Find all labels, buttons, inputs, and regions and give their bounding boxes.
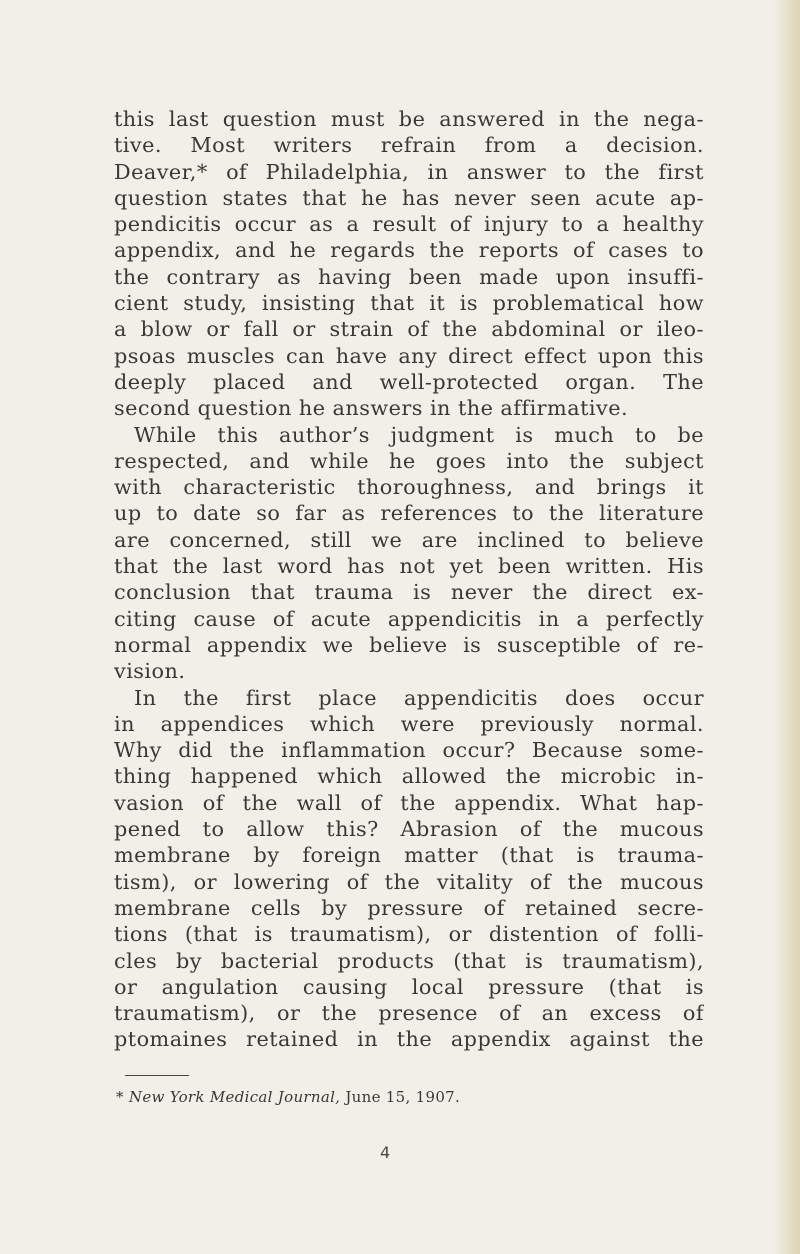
- text-line: psoas muscles can have any direct effect upon this: [114, 343, 704, 368]
- text-line: this last question must be answered in the nega-: [114, 107, 704, 131]
- text-line: that the last word has not yet been written. His: [114, 554, 704, 579]
- text-line: in appendices which were previously normal.: [114, 711, 704, 736]
- text-line: tive. Most writers refrain from a decision.: [114, 133, 704, 158]
- text-line: second question he answers in the affirmative.: [114, 396, 629, 421]
- text-line: pendicitis occur as a result of injury to a healthy: [114, 212, 704, 237]
- text-line: up to date so far as references to the literature: [114, 501, 704, 526]
- text-line: tism), or lowering of the vitality of the mucous: [114, 869, 704, 894]
- text-line: While this author’s judgment is much to be: [134, 422, 704, 447]
- text-line: cles by bacterial products (that is traumatism),: [114, 948, 704, 973]
- text-line: In the first place appendicitis does occur: [134, 685, 704, 710]
- page-text-block: [114, 106, 704, 1107]
- text-line: ptomaines retained in the appendix against the: [114, 1027, 704, 1052]
- text-line: vasion of the wall of the appendix. What hap-: [114, 790, 704, 815]
- text-line: cient study, insisting that it is problematical how: [114, 291, 704, 316]
- text-line: with characteristic thoroughness, and brings it: [114, 475, 704, 500]
- footnote-marker: *: [116, 1087, 124, 1106]
- footnote: [114, 1087, 704, 1107]
- text-line: the contrary as having been made upon insuffi-: [114, 264, 704, 289]
- text-line: tions (that is traumatism), or distention of folli-: [114, 922, 704, 947]
- body-text: [114, 106, 704, 1053]
- text-line: question states that he has never seen acute ap-: [114, 185, 704, 210]
- page-number: 4: [380, 1143, 391, 1162]
- text-line: or angulation causing local pressure (that is: [114, 974, 704, 999]
- text-line: membrane cells by pressure of retained secre-: [114, 895, 704, 920]
- text-line: are concerned, still we are inclined to believe: [114, 527, 704, 552]
- text-line: citing cause of acute appendicitis in a perfectly: [114, 606, 704, 631]
- spacer: [114, 1053, 704, 1075]
- footnote-journal: New York Medical Journal,: [128, 1087, 341, 1106]
- page-edge-shading: [774, 0, 800, 1254]
- text-line: appendix, and he regards the reports of cases to: [114, 238, 704, 263]
- text-line: a blow or fall or strain of the abdominal or ileo-: [114, 317, 704, 342]
- text-line: membrane by foreign matter (that is trauma-: [114, 843, 704, 868]
- footnote-date: June 15, 1907.: [345, 1087, 461, 1106]
- text-line: traumatism), or the presence of an excess of: [114, 1001, 704, 1026]
- text-line: pened to allow this? Abrasion of the mucous: [114, 817, 704, 842]
- text-line: normal appendix we believe is susceptible of re-: [114, 632, 704, 657]
- text-line: respected, and while he goes into the subject: [114, 448, 704, 473]
- text-line: conclusion that trauma is never the direct ex-: [114, 580, 704, 605]
- text-line: deeply placed and well-protected organ. The: [114, 369, 704, 394]
- footnote-rule: [125, 1075, 189, 1076]
- text-line: Deaver,* of Philadelphia, in answer to the first: [114, 159, 704, 184]
- text-line: thing happened which allowed the microbic in-: [114, 764, 704, 789]
- text-line: Why did the inflammation occur? Because some-: [114, 738, 704, 763]
- text-line: vision.: [114, 659, 186, 684]
